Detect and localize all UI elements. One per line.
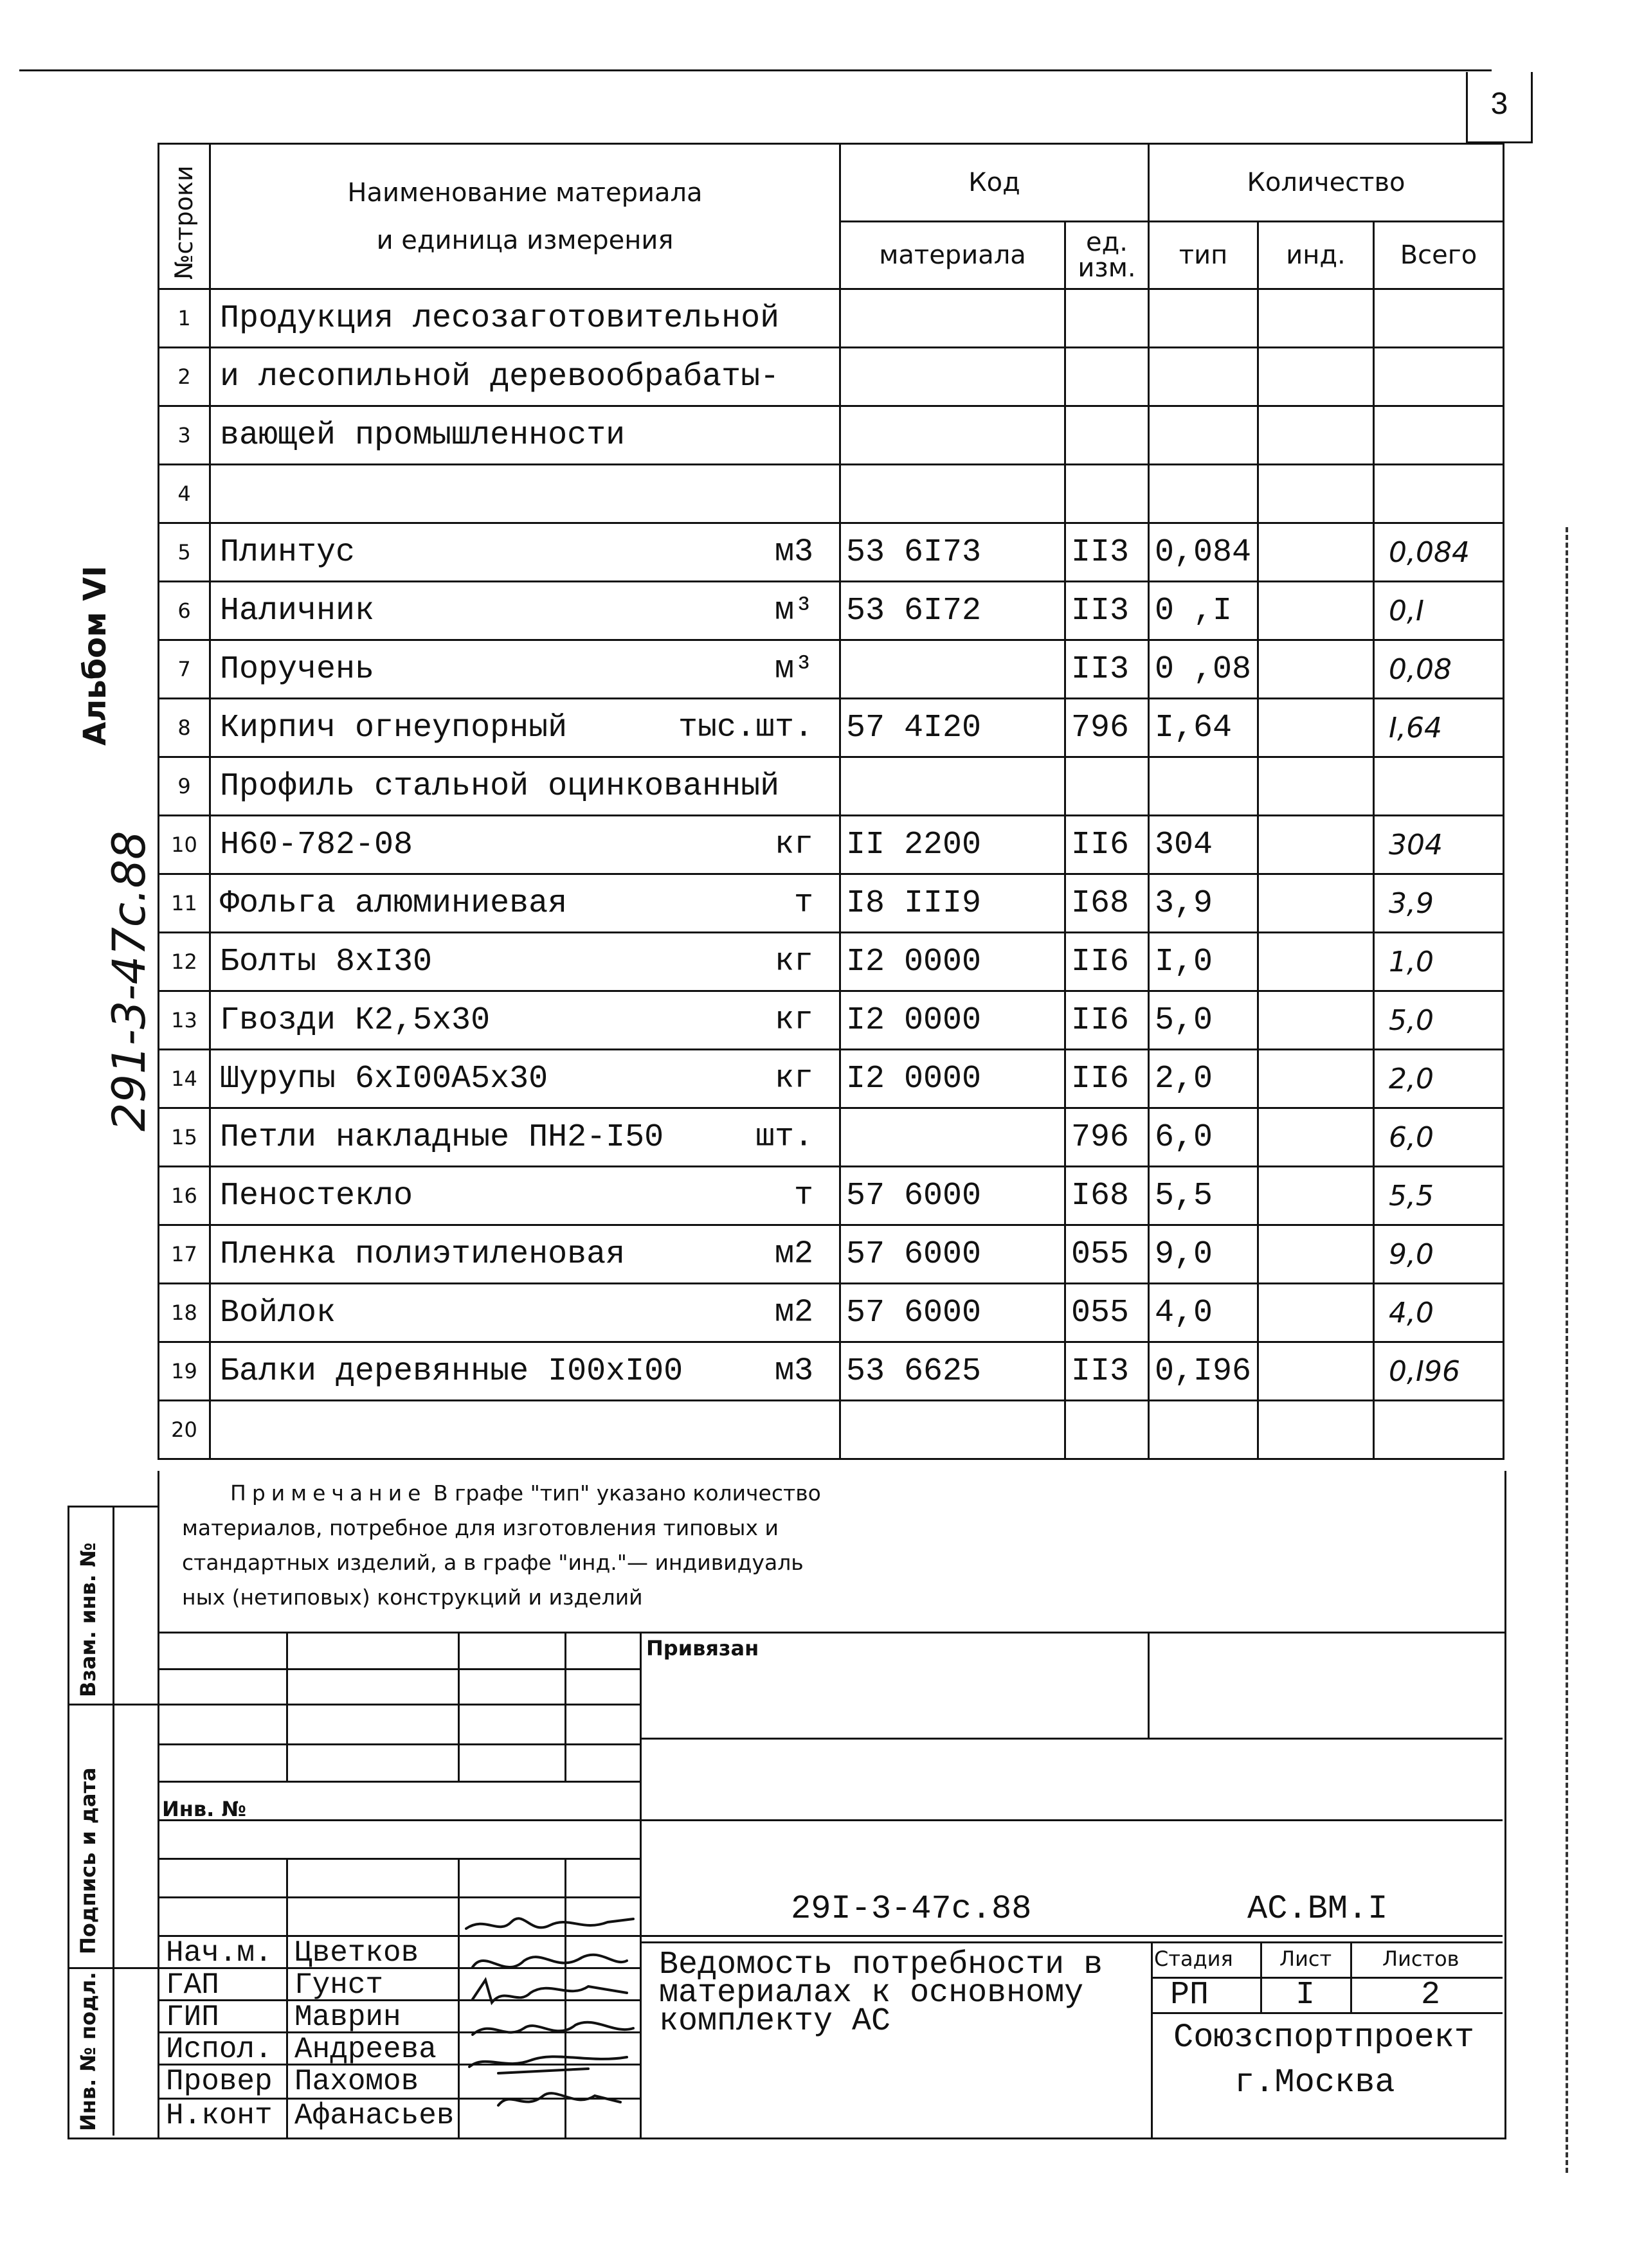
qty-ind xyxy=(1258,406,1374,465)
row-number: 4 xyxy=(159,465,210,523)
qty-type xyxy=(1149,757,1258,816)
material-name-text: Наличник xyxy=(220,592,375,629)
qty-total: 6,0 xyxy=(1374,1108,1504,1167)
unit-code: I68 xyxy=(1065,874,1149,933)
note-line-2: материалов, потребное для изготовления типовых и xyxy=(182,1515,779,1540)
unit-of-measure: м3 xyxy=(774,534,813,571)
material-name xyxy=(210,348,840,406)
note-line-3: стандартных изделий, а в графе "инд."— индивидуаль xyxy=(182,1550,804,1575)
qty-type: 5,0 xyxy=(1149,991,1258,1050)
material-name-text: Продукция лесозаготовительной xyxy=(220,300,780,337)
note-line-1: В графе "тип" указано количество xyxy=(433,1480,821,1506)
header-qty-type: тип xyxy=(1149,222,1258,289)
qty-type xyxy=(1149,289,1258,348)
row-number: 8 xyxy=(159,699,210,757)
material-code xyxy=(840,1108,1065,1167)
qty-total xyxy=(1374,1401,1504,1459)
qty-total: 0,I xyxy=(1374,582,1504,640)
table-row xyxy=(159,699,1504,757)
qty-total: 2,0 xyxy=(1374,1050,1504,1108)
material-name-text: Войлок xyxy=(220,1294,336,1331)
material-name xyxy=(210,406,840,465)
qty-type xyxy=(1149,406,1258,465)
qty-type: 6,0 xyxy=(1149,1108,1258,1167)
table-row xyxy=(159,640,1504,699)
tb-stage-v2 xyxy=(1350,1941,1352,2012)
table-row xyxy=(159,348,1504,406)
qty-ind xyxy=(1258,1225,1374,1284)
signature-1 xyxy=(466,1918,633,1929)
material-name xyxy=(210,582,840,640)
material-name xyxy=(210,816,840,874)
side-label-inv-podl: Инв. № подл. xyxy=(76,1972,100,2131)
header-qty-group: Количество xyxy=(1149,144,1504,222)
qty-type xyxy=(1149,465,1258,523)
unit-code xyxy=(1065,465,1149,523)
unit-of-measure: тыс.шт. xyxy=(678,709,813,746)
qty-type xyxy=(1149,348,1258,406)
row-number: 3 xyxy=(159,406,210,465)
qty-ind xyxy=(1258,991,1374,1050)
material-name-text: Петли накладные ПН2-I50 xyxy=(220,1119,664,1156)
material-name-text: Пленка полиэтиленовая xyxy=(220,1236,626,1273)
tb-v1 xyxy=(286,1632,288,1781)
material-name xyxy=(210,1342,840,1401)
unit-of-measure: м2 xyxy=(774,1236,813,1273)
unit-of-measure: кг xyxy=(774,1060,813,1097)
note-block xyxy=(158,1471,1506,1634)
signature-2 xyxy=(473,1955,627,1967)
unit-code: 055 xyxy=(1065,1225,1149,1284)
header-code-group: Код xyxy=(840,144,1149,222)
materials-table xyxy=(158,143,1504,1460)
qty-ind xyxy=(1258,933,1374,991)
unit-code: II3 xyxy=(1065,1342,1149,1401)
qty-ind xyxy=(1258,582,1374,640)
signer-role: Провер xyxy=(166,2065,273,2098)
header-qty-ind: инд. xyxy=(1258,222,1374,289)
material-name xyxy=(210,991,840,1050)
row-number: 10 xyxy=(159,816,210,874)
tb-v2 xyxy=(458,1632,460,1781)
sheet-code: АС.ВМ.I xyxy=(1247,1890,1388,1928)
table-row xyxy=(159,1108,1504,1167)
sheets-value: 2 xyxy=(1421,1977,1441,2013)
material-name xyxy=(210,465,840,523)
qty-total xyxy=(1374,406,1504,465)
qty-ind xyxy=(1258,1050,1374,1108)
qty-ind xyxy=(1258,1167,1374,1225)
qty-type: 2,0 xyxy=(1149,1050,1258,1108)
page-number: 3 xyxy=(1490,87,1508,121)
material-name-text: Болты 8хI30 xyxy=(220,943,433,980)
unit-of-measure: м³ xyxy=(774,651,813,688)
row-number: 5 xyxy=(159,523,210,582)
table-row xyxy=(159,406,1504,465)
doc-code: 29I-3-47с.88 xyxy=(791,1890,1032,1928)
qty-total: 304 xyxy=(1374,816,1504,874)
material-name-text: Шурупы 6хI00А5х30 xyxy=(220,1060,548,1097)
document-title: Ведомость потребности в материалах к основному комплекту АС xyxy=(659,1947,1103,2040)
table-row xyxy=(159,465,1504,523)
qty-type: 304 xyxy=(1149,816,1258,874)
material-name xyxy=(210,757,840,816)
note-line-4: ных (нетиповых) конструкций и изделий xyxy=(182,1585,643,1610)
qty-type: 0,084 xyxy=(1149,523,1258,582)
unit-of-measure: шт. xyxy=(755,1119,813,1156)
material-code: I8 III9 xyxy=(840,874,1065,933)
material-name-text: Кирпич огнеупорный xyxy=(220,709,568,746)
tb-h5 xyxy=(158,1819,1503,1821)
qty-ind xyxy=(1258,1401,1374,1459)
qty-total: 9,0 xyxy=(1374,1225,1504,1284)
material-name xyxy=(210,699,840,757)
tb-stage-v1 xyxy=(1260,1941,1262,2012)
material-name xyxy=(210,933,840,991)
table-row xyxy=(159,991,1504,1050)
unit-code xyxy=(1065,348,1149,406)
unit-code: 055 xyxy=(1065,1284,1149,1342)
header-name: Наименование материала и единица измерения xyxy=(210,144,840,289)
material-name xyxy=(210,1225,840,1284)
qty-type: 0 ,I xyxy=(1149,582,1258,640)
tb-h2 xyxy=(158,1704,640,1706)
qty-ind xyxy=(1258,1342,1374,1401)
signature-4 xyxy=(473,2022,633,2035)
unit-of-measure: м3 xyxy=(774,1353,813,1390)
unit-code: II3 xyxy=(1065,523,1149,582)
qty-total xyxy=(1374,348,1504,406)
material-code xyxy=(840,640,1065,699)
material-name xyxy=(210,1050,840,1108)
table-row xyxy=(159,582,1504,640)
row-number: 16 xyxy=(159,1167,210,1225)
material-code: I2 0000 xyxy=(840,991,1065,1050)
signer-name: Афанасьев xyxy=(294,2099,455,2132)
table-body xyxy=(159,289,1504,1459)
material-code: 57 6000 xyxy=(840,1225,1065,1284)
material-code: 53 6I72 xyxy=(840,582,1065,640)
header-qty-total: Всего xyxy=(1374,222,1504,289)
table-header-row-1 xyxy=(159,144,1504,222)
unit-code xyxy=(1065,406,1149,465)
material-code: 57 6000 xyxy=(840,1284,1065,1342)
row-number: 14 xyxy=(159,1050,210,1108)
table-row xyxy=(159,1167,1504,1225)
qty-total: 5,5 xyxy=(1374,1167,1504,1225)
inv-no-label: Инв. № xyxy=(162,1797,246,1821)
material-name-text: Плинтус xyxy=(220,534,356,571)
tb-h4 xyxy=(158,1781,640,1783)
sheet-value: I xyxy=(1296,1977,1315,2013)
table-row xyxy=(159,816,1504,874)
unit-code xyxy=(1065,1401,1149,1459)
material-code xyxy=(840,289,1065,348)
signer-role: ГАП xyxy=(166,1968,219,2002)
material-name-text: вающей промышленности xyxy=(220,417,626,454)
side-label-vzam: Взам. инв. № xyxy=(76,1542,100,1697)
material-name xyxy=(210,1167,840,1225)
material-name-text: Фольга алюминиевая xyxy=(220,885,568,922)
tb-h3 xyxy=(158,1743,640,1745)
qty-total: 0,I96 xyxy=(1374,1342,1504,1401)
row-number: 15 xyxy=(159,1108,210,1167)
qty-ind xyxy=(1258,699,1374,757)
row-number: 1 xyxy=(159,289,210,348)
material-name-text: Поручень xyxy=(220,651,375,688)
unit-code: II6 xyxy=(1065,1050,1149,1108)
material-code xyxy=(840,406,1065,465)
city: г.Москва xyxy=(1234,2064,1395,2102)
qty-total: 0,084 xyxy=(1374,523,1504,582)
qty-ind xyxy=(1258,757,1374,816)
unit-code: I68 xyxy=(1065,1167,1149,1225)
tb-v3 xyxy=(565,1632,566,1781)
material-code xyxy=(840,348,1065,406)
material-name xyxy=(210,874,840,933)
unit-code: II6 xyxy=(1065,933,1149,991)
row-number: 6 xyxy=(159,582,210,640)
signature-5 xyxy=(469,2056,627,2073)
header-code-unit: ед. изм. xyxy=(1065,222,1149,289)
qty-total xyxy=(1374,757,1504,816)
row-number: 12 xyxy=(159,933,210,991)
qty-type: I,64 xyxy=(1149,699,1258,757)
tb-code-divider xyxy=(640,1941,1503,1943)
row-number: 20 xyxy=(159,1401,210,1459)
table-row xyxy=(159,757,1504,816)
material-name-text: Пеностекло xyxy=(220,1177,413,1214)
table-row xyxy=(159,1225,1504,1284)
sheet-label: Лист xyxy=(1279,1947,1332,1971)
signer-role: Н.конт xyxy=(166,2099,273,2132)
unit-of-measure: кг xyxy=(774,1002,813,1039)
unit-of-measure: т xyxy=(793,885,813,922)
material-name xyxy=(210,1284,840,1342)
tb-v4 xyxy=(640,1632,642,2138)
qty-ind xyxy=(1258,348,1374,406)
qty-total xyxy=(1374,289,1504,348)
qty-total: 4,0 xyxy=(1374,1284,1504,1342)
signature-scribbles xyxy=(460,1896,640,2141)
handwritten-doc-code: 291-3-47с.88 xyxy=(103,831,156,1131)
qty-ind xyxy=(1258,816,1374,874)
signature-3 xyxy=(473,1980,627,2003)
qty-total: 5,0 xyxy=(1374,991,1504,1050)
qty-type: I,0 xyxy=(1149,933,1258,991)
qty-type: 0,I96 xyxy=(1149,1342,1258,1401)
row-number: 9 xyxy=(159,757,210,816)
signer-name: Гунст xyxy=(294,1968,384,2002)
table-row xyxy=(159,289,1504,348)
unit-code: II6 xyxy=(1065,816,1149,874)
unit-code: II6 xyxy=(1065,991,1149,1050)
qty-total xyxy=(1374,465,1504,523)
qty-ind xyxy=(1258,289,1374,348)
material-code xyxy=(840,757,1065,816)
qty-ind xyxy=(1258,1108,1374,1167)
row-number: 13 xyxy=(159,991,210,1050)
row-number: 11 xyxy=(159,874,210,933)
tb-h6 xyxy=(158,1858,640,1860)
material-code xyxy=(840,1401,1065,1459)
qty-ind xyxy=(1258,640,1374,699)
material-name xyxy=(210,289,840,348)
signer-name: Цветков xyxy=(294,1936,419,1970)
qty-total: 0,08 xyxy=(1374,640,1504,699)
unit-of-measure: кг xyxy=(774,826,813,863)
material-name xyxy=(210,523,840,582)
material-name-text: Н60-782-08 xyxy=(220,826,413,863)
row-number: 2 xyxy=(159,348,210,406)
material-code: 53 6625 xyxy=(840,1342,1065,1401)
material-code: I2 0000 xyxy=(840,933,1065,991)
qty-ind xyxy=(1258,523,1374,582)
unit-code: II3 xyxy=(1065,640,1149,699)
qty-ind xyxy=(1258,874,1374,933)
tb-v1b xyxy=(286,1858,288,2138)
material-code: 57 6000 xyxy=(840,1167,1065,1225)
signer-name: Пахомов xyxy=(294,2065,419,2098)
unit-of-measure: м2 xyxy=(774,1294,813,1331)
material-code: 57 4I20 xyxy=(840,699,1065,757)
table-row xyxy=(159,933,1504,991)
header-code-material: материала xyxy=(840,222,1065,289)
material-code: I2 0000 xyxy=(840,1050,1065,1108)
table-row xyxy=(159,1401,1504,1459)
qty-total: I,64 xyxy=(1374,699,1504,757)
privyazan-label: Привязан xyxy=(646,1636,759,1661)
tb-privyazan-bottom xyxy=(640,1738,1503,1740)
stage-label: Стадия xyxy=(1154,1947,1233,1971)
top-rule xyxy=(19,69,1492,71)
qty-type: 3,9 xyxy=(1149,874,1258,933)
qty-type: 4,0 xyxy=(1149,1284,1258,1342)
sheets-label: Листов xyxy=(1382,1947,1459,1971)
table-row xyxy=(159,1342,1504,1401)
signer-role: Испол. xyxy=(166,2033,273,2066)
material-name xyxy=(210,1401,840,1459)
unit-code xyxy=(1065,757,1149,816)
stage-value: РП xyxy=(1170,1977,1209,2013)
qty-type: 0 ,08 xyxy=(1149,640,1258,699)
material-name-text: и лесопильной деревообрабаты- xyxy=(220,358,780,395)
side-label-podpis: Подпись и дата xyxy=(76,1767,100,1954)
row-number: 17 xyxy=(159,1225,210,1284)
signer-role: ГИП xyxy=(166,2001,219,2034)
table-row xyxy=(159,1050,1504,1108)
material-code xyxy=(840,465,1065,523)
unit-of-measure: т xyxy=(793,1177,813,1214)
material-name-text: Профиль стальной оцинкованный xyxy=(220,768,780,805)
row-number: 19 xyxy=(159,1342,210,1401)
qty-total: 3,9 xyxy=(1374,874,1504,933)
page-number-box xyxy=(1466,72,1533,143)
tb-right-vert xyxy=(1151,1941,1153,2138)
signer-name: Маврин xyxy=(294,2001,401,2034)
unit-code: II3 xyxy=(1065,582,1149,640)
note-lead: Примечание xyxy=(230,1480,427,1506)
qty-ind xyxy=(1258,1284,1374,1342)
unit-code: 796 xyxy=(1065,699,1149,757)
unit-code: 796 xyxy=(1065,1108,1149,1167)
signer-role: Нач.м. xyxy=(166,1936,273,1970)
qty-type xyxy=(1149,1401,1258,1459)
qty-ind xyxy=(1258,465,1374,523)
side-divider-col xyxy=(113,1506,114,2136)
header-row-no: №строки xyxy=(159,144,210,289)
material-name xyxy=(210,640,840,699)
table-row xyxy=(159,874,1504,933)
material-code: II 2200 xyxy=(840,816,1065,874)
table-row xyxy=(159,1284,1504,1342)
unit-of-measure: кг xyxy=(774,943,813,980)
right-margin-dashes xyxy=(1566,527,1568,2173)
material-code: 53 6I73 xyxy=(840,523,1065,582)
material-name-text: Балки деревянные I00хI00 xyxy=(220,1353,683,1390)
album-label: Альбом VI xyxy=(77,565,113,746)
organization: Союзспортпроект xyxy=(1173,2019,1475,2056)
table-row xyxy=(159,523,1504,582)
tb-h1 xyxy=(158,1668,640,1670)
tb-privyazan-divider xyxy=(1148,1632,1150,1738)
unit-code xyxy=(1065,289,1149,348)
row-number: 7 xyxy=(159,640,210,699)
unit-of-measure: м³ xyxy=(774,592,813,629)
row-number: 18 xyxy=(159,1284,210,1342)
signature-6 xyxy=(498,2093,620,2105)
signer-name: Андреева xyxy=(294,2033,437,2066)
material-name-text: Гвозди К2,5х30 xyxy=(220,1002,491,1039)
material-name xyxy=(210,1108,840,1167)
qty-total: 1,0 xyxy=(1374,933,1504,991)
qty-type: 9,0 xyxy=(1149,1225,1258,1284)
qty-type: 5,5 xyxy=(1149,1167,1258,1225)
